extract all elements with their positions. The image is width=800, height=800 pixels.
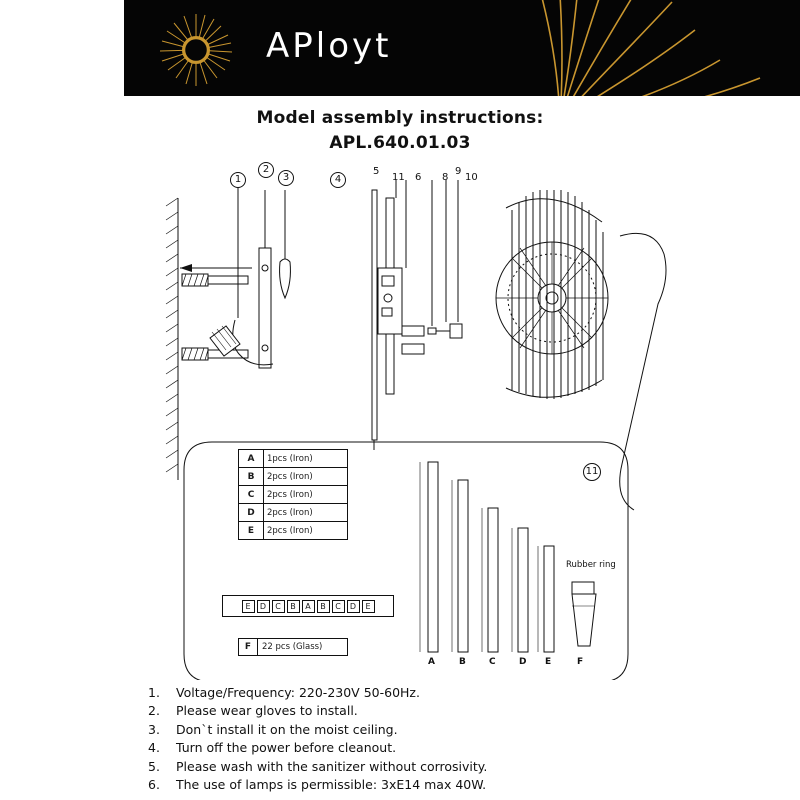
part-letter-b: B xyxy=(459,657,466,667)
sequence-cell: A xyxy=(302,600,315,613)
callout-11-top: 11 xyxy=(392,172,405,183)
part-desc: 2pcs (Iron) xyxy=(264,468,348,486)
instruction-text: Please wash with the sanitizer without corrosivity. xyxy=(176,758,488,774)
sequence-cell: C xyxy=(332,600,345,613)
table-row xyxy=(239,450,348,468)
instruction-text: The use of lamps is permissible: 3xE14 max 40W. xyxy=(176,777,487,793)
sequence-cell: E xyxy=(362,600,375,613)
callout-4: 4 xyxy=(330,172,346,188)
instruction-text: Voltage/Frequency: 220-230V 50-60Hz. xyxy=(176,685,420,700)
assembly-sequence xyxy=(222,595,394,617)
instruction-text: Please wear gloves to install. xyxy=(176,703,358,719)
sunburst-logo-icon xyxy=(156,10,236,90)
part-letter-e: E xyxy=(545,657,552,667)
table-row xyxy=(239,468,348,486)
glass-parts-row xyxy=(238,638,348,656)
part-letter-c: C xyxy=(489,657,496,667)
callout-3: 3 xyxy=(278,170,294,186)
instruction-item xyxy=(148,721,788,739)
instruction-item xyxy=(148,684,788,702)
model-code: APL.640.01.03 xyxy=(329,133,471,153)
instruction-item xyxy=(148,758,788,776)
instruction-item xyxy=(148,776,788,794)
callout-6: 6 xyxy=(415,172,422,183)
sequence-cell: D xyxy=(347,600,360,613)
part-code: F xyxy=(239,639,258,655)
part-desc: 22 pcs (Glass) xyxy=(262,642,323,652)
rubber-ring-label: Rubber ring xyxy=(566,560,616,570)
part-desc: 2pcs (Iron) xyxy=(264,504,348,522)
page-title: Model assembly instructions: xyxy=(256,108,544,128)
part-desc: 2pcs (Iron) xyxy=(264,522,348,540)
callout-10: 10 xyxy=(465,172,478,183)
instruction-text: Don`t install it on the moist ceiling. xyxy=(176,721,398,737)
part-desc: 2pcs (Iron) xyxy=(264,486,348,504)
page-title-block xyxy=(0,108,800,153)
instruction-text: Turn off the power before cleanout. xyxy=(176,740,397,756)
sequence-cell: E xyxy=(242,600,255,613)
instruction-number: 3. xyxy=(148,721,160,737)
instruction-item xyxy=(148,702,788,720)
callout-5: 5 xyxy=(373,166,380,177)
sequence-cell: C xyxy=(272,600,285,613)
fan-rays-icon xyxy=(520,0,800,96)
instruction-number: 5. xyxy=(148,758,160,774)
sequence-cell: B xyxy=(317,600,330,613)
instruction-number: 6. xyxy=(148,777,160,793)
sequence-cell: B xyxy=(287,600,300,613)
part-letter-a: A xyxy=(428,657,435,667)
sequence-cell: D xyxy=(257,600,270,613)
header-banner xyxy=(124,0,800,96)
instruction-number: 1. xyxy=(148,685,160,700)
table-row xyxy=(239,486,348,504)
part-code: E xyxy=(239,522,264,540)
brand-name: APloyt xyxy=(266,26,392,66)
part-code: C xyxy=(239,486,264,504)
instruction-item xyxy=(148,739,788,757)
callout-2: 2 xyxy=(258,162,274,178)
part-desc: 1pcs (Iron) xyxy=(264,450,348,468)
part-letter-d: D xyxy=(519,657,527,667)
instruction-number: 2. xyxy=(148,703,160,719)
part-letter-f: F xyxy=(577,657,584,667)
part-code: A xyxy=(239,450,264,468)
part-code: B xyxy=(239,468,264,486)
table-row xyxy=(239,522,348,540)
callout-11-right: 11 xyxy=(583,463,601,481)
table-row xyxy=(239,504,348,522)
callout-1: 1 xyxy=(230,172,246,188)
callout-9: 9 xyxy=(455,166,462,177)
callout-8: 8 xyxy=(442,172,449,183)
instructions-list xyxy=(148,684,788,794)
instruction-number: 4. xyxy=(148,740,160,756)
parts-table xyxy=(238,449,348,540)
part-code: D xyxy=(239,504,264,522)
